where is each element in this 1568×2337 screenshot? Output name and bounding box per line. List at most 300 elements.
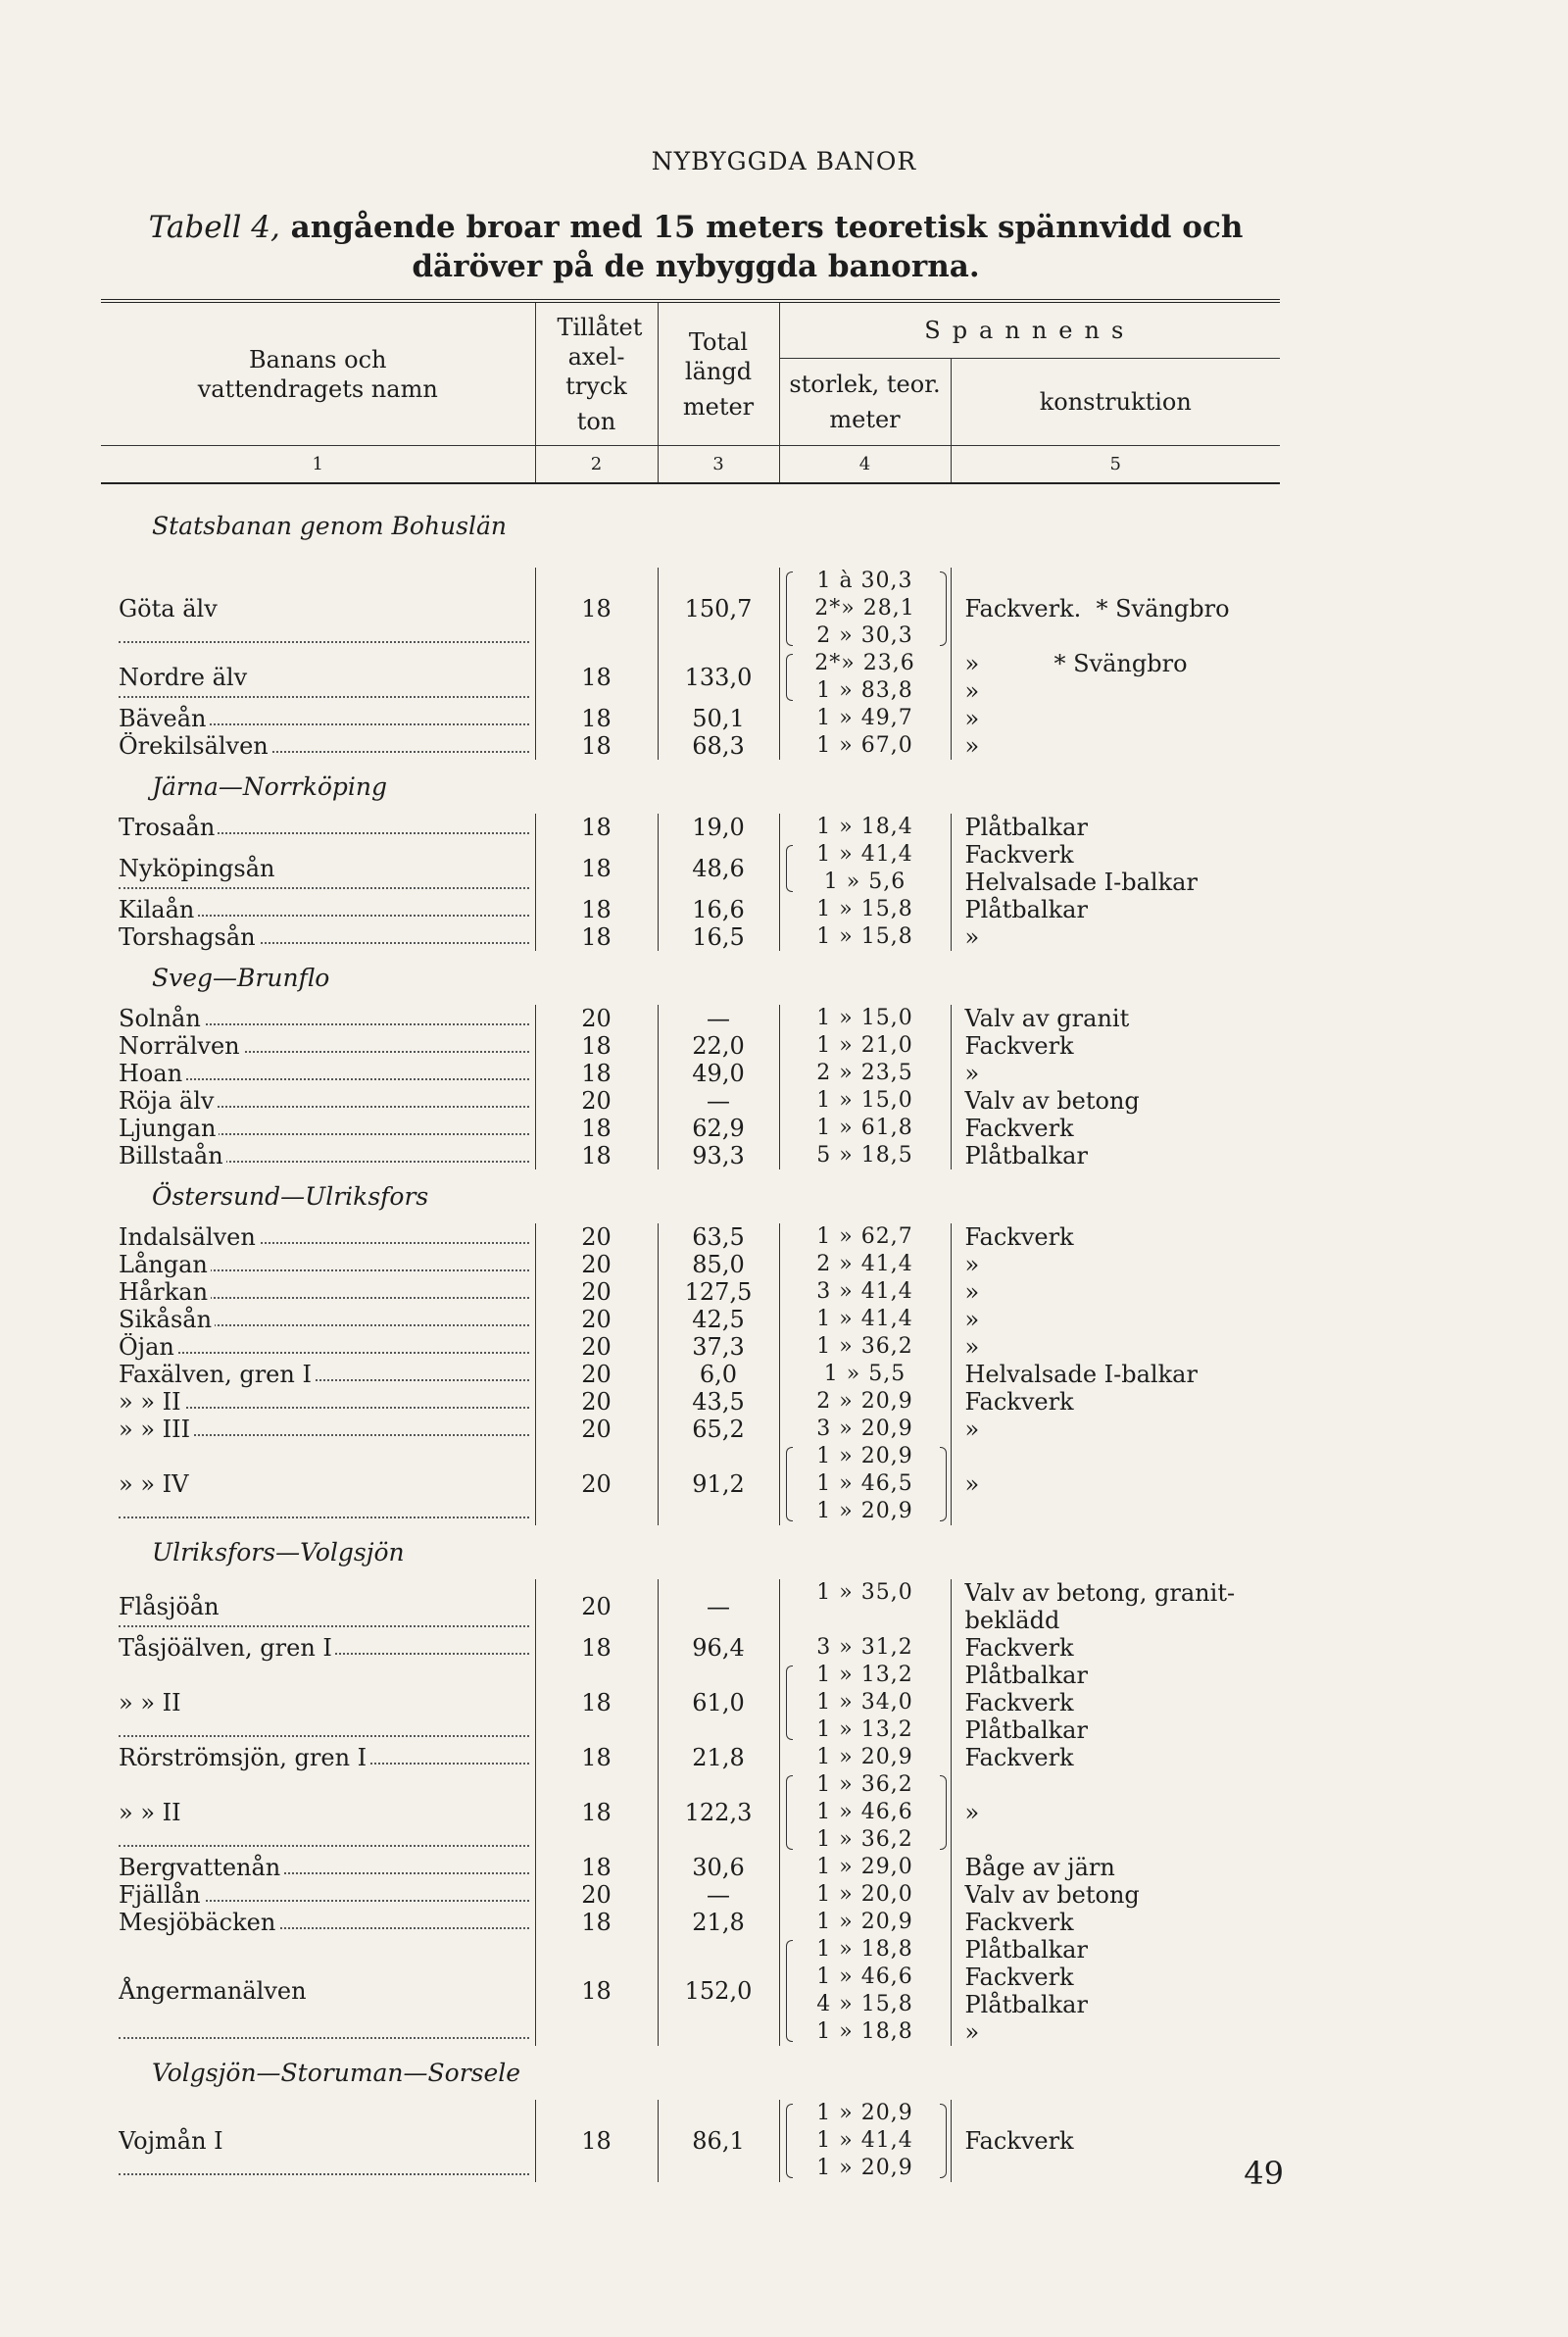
name-leader: [119, 2100, 529, 2182]
span-size-cell: [779, 1278, 951, 1306]
bridge-name-cell: [101, 2100, 535, 2182]
dot-leader: [119, 2037, 529, 2039]
section-title: Sveg—Brunflo: [152, 964, 330, 992]
bridge-name-cell: [101, 1251, 535, 1278]
construction: Valv av betong: [964, 1881, 1140, 1909]
construction: Fackverk: [964, 1744, 1074, 1771]
bridge-name-cell: [101, 1032, 535, 1060]
construction: »: [964, 2018, 980, 2046]
name-leader: [119, 568, 529, 650]
table-row: [101, 1361, 1280, 1388]
dot-leader: [119, 696, 529, 698]
span-size: 1 » 46,6: [816, 1800, 913, 1824]
header-storlek: [779, 359, 951, 446]
construction-cell: [951, 1060, 1280, 1087]
bridge-name: Nyköpingsån: [119, 855, 278, 882]
span-size: 1 » 5,5: [823, 1362, 906, 1386]
bridge-name: Fjällån: [119, 1881, 204, 1909]
span-size: 1 à 30,3: [816, 569, 913, 593]
construction: »: [964, 1060, 980, 1087]
bridge-name: Hårkan: [119, 1278, 211, 1306]
bridge-name-cell: [101, 1361, 535, 1388]
construction: »: [964, 677, 980, 705]
construction-cell: [951, 1771, 1280, 1854]
bridge-name: Solnån: [119, 1005, 204, 1032]
span-size: 1 » 36,2: [816, 1772, 913, 1797]
table-row: [101, 568, 1280, 650]
span-size: 4 » 15,8: [816, 1992, 913, 2016]
construction: »: [964, 1251, 980, 1278]
construction: Valv av granit: [964, 1005, 1130, 1032]
total-length: —: [658, 1087, 779, 1115]
construction-cell: [951, 1087, 1280, 1115]
axle-load: 18: [535, 705, 658, 732]
span-size-cell: [779, 1361, 951, 1388]
span-size: 1 » 83,8: [816, 678, 913, 703]
total-length: 150,7: [658, 568, 779, 650]
name-leader: [119, 841, 529, 896]
construction-cell: [951, 650, 1280, 705]
span-size: 3 » 41,4: [816, 1279, 913, 1304]
header-total-label: Total längd: [684, 327, 753, 385]
bridge-name-cell: [101, 1936, 535, 2046]
axle-load: 20: [535, 1443, 658, 1525]
total-length: 30,6: [658, 1854, 779, 1881]
construction: »: [964, 1306, 980, 1333]
span-size: 1 » 20,0: [816, 1882, 913, 1907]
span-size-cell: [779, 1388, 951, 1416]
span-size: 1 » 36,2: [816, 1827, 913, 1852]
span-size: 2*» 23,6: [814, 651, 915, 675]
span-size: 1 » 36,2: [816, 1334, 913, 1359]
bridge-name-cell: [101, 896, 535, 923]
bridge-name-cell: [101, 1771, 535, 1854]
span-size-cell: [779, 814, 951, 841]
table-head: [101, 301, 1280, 483]
span-size-cell: [779, 650, 951, 705]
span-size: 1 » 13,2: [816, 1717, 913, 1742]
name-leader: [119, 1005, 529, 1032]
total-length: 62,9: [658, 1115, 779, 1142]
span-size-cell: [779, 1142, 951, 1169]
name-leader: [119, 1634, 529, 1662]
axle-load: 18: [535, 1634, 658, 1662]
table-row: [101, 1060, 1280, 1087]
construction: Plåtbalkar: [964, 1662, 1088, 1689]
table-row: [101, 1771, 1280, 1854]
total-length: —: [658, 1881, 779, 1909]
construction-cell: [951, 1005, 1280, 1032]
header-storlek-label: storlek, teor.: [789, 371, 941, 398]
bridge-name: Bergvattenån: [119, 1854, 283, 1881]
bridge-name: Ljungan: [119, 1115, 219, 1142]
construction: Fackverk: [964, 841, 1074, 869]
table-row: [101, 1333, 1280, 1361]
bridge-name: Tåsjöälven, gren I: [119, 1634, 335, 1662]
span-size: 3 » 31,2: [816, 1635, 913, 1660]
name-leader: [119, 1306, 529, 1333]
section-title: Östersund—Ulriksfors: [152, 1182, 429, 1211]
construction-cell: [951, 1115, 1280, 1142]
name-leader: [119, 1854, 529, 1881]
construction-cell: [951, 841, 1280, 896]
axle-load: 18: [535, 1060, 658, 1087]
bridge-name-cell: [101, 732, 535, 760]
construction-cell: [951, 896, 1280, 923]
dot-leader: [119, 2173, 529, 2175]
span-size: 1 » 41,4: [816, 842, 913, 867]
bridge-name-cell: [101, 1909, 535, 1936]
total-length: 127,5: [658, 1278, 779, 1306]
construction: Plåtbalkar: [964, 896, 1088, 923]
bridge-name: Örekilsälven: [119, 732, 271, 760]
construction-cell: [951, 1579, 1280, 1634]
span-size-cell: [779, 705, 951, 732]
construction: »: [964, 732, 980, 760]
axle-load: 20: [535, 1388, 658, 1416]
axle-load: 20: [535, 1881, 658, 1909]
dot-leader: [119, 1625, 529, 1627]
header-spannens: Spannens: [779, 301, 1280, 359]
span-size: 1 » 20,9: [816, 1910, 913, 1934]
bridge-name-cell: [101, 1087, 535, 1115]
construction-cell: [951, 1388, 1280, 1416]
bridge-name-cell: [101, 1115, 535, 1142]
name-leader: [119, 1662, 529, 1744]
construction: Fackverk: [964, 1223, 1074, 1251]
bridge-name: Vojmån I: [119, 2127, 226, 2155]
bridge-name: Göta älv: [119, 595, 220, 622]
span-size: 1 » 49,7: [816, 706, 913, 730]
total-length: 50,1: [658, 705, 779, 732]
name-leader: [119, 1060, 529, 1087]
table-row: [101, 841, 1280, 896]
table-row: [101, 1662, 1280, 1744]
caption-text: angående broar med 15 meters teoretisk spännvidd och däröver på de nybyggda banorna.: [290, 210, 1244, 284]
table-row: [101, 1087, 1280, 1115]
bridge-name: Flåsjöån: [119, 1593, 222, 1620]
total-length: 85,0: [658, 1251, 779, 1278]
dot-leader: [119, 887, 529, 889]
header-name-label: Banans och vattendragets namn: [197, 345, 438, 403]
span-size: 3 » 20,9: [816, 1417, 913, 1441]
table-row: [101, 1388, 1280, 1416]
bridge-name-cell: [101, 923, 535, 951]
construction: Fackverk: [964, 1964, 1074, 1991]
total-length: 21,8: [658, 1744, 779, 1771]
span-size-cell: [779, 1005, 951, 1032]
axle-load: 20: [535, 1361, 658, 1388]
construction-cell: [951, 705, 1280, 732]
axle-load: 20: [535, 1306, 658, 1333]
bridge-name: Sikåsån: [119, 1306, 215, 1333]
total-length: 49,0: [658, 1060, 779, 1087]
span-size: 2 » 41,4: [816, 1252, 913, 1276]
axle-load: 18: [535, 814, 658, 841]
construction-cell: [951, 1032, 1280, 1060]
bridge-name-cell: [101, 1416, 535, 1443]
bridge-name: Röja älv: [119, 1087, 217, 1115]
axle-load: 20: [535, 1251, 658, 1278]
bridge-name: Öjan: [119, 1333, 177, 1361]
table-row: [101, 1443, 1280, 1525]
section-title-row: [101, 2046, 1280, 2100]
span-size-cell: [779, 1634, 951, 1662]
span-size-cell: [779, 1443, 951, 1525]
section-title: Volgsjön—Storuman—Sorsele: [152, 2059, 521, 2087]
span-size: 1 » 35,0: [816, 1580, 913, 1605]
table-row: [101, 1115, 1280, 1142]
bridge-name-cell: [101, 1854, 535, 1881]
name-leader: [119, 1223, 529, 1251]
header-konstruktion: konstruktion: [951, 359, 1280, 446]
construction: Fackverk. * Svängbro: [964, 595, 1230, 622]
table-row: [101, 732, 1280, 760]
construction-cell: [951, 568, 1280, 650]
total-length: 133,0: [658, 650, 779, 705]
total-length: —: [658, 1005, 779, 1032]
construction-cell: [951, 1251, 1280, 1278]
total-length: 86,1: [658, 2100, 779, 2182]
column-number-row: [101, 446, 1280, 484]
axle-load: 20: [535, 1416, 658, 1443]
axle-load: 18: [535, 650, 658, 705]
construction: Plåtbalkar: [964, 1991, 1088, 2018]
column-number: 2: [535, 446, 658, 484]
name-leader: [119, 1278, 529, 1306]
span-size-cell: [779, 1771, 951, 1854]
column-number: 5: [951, 446, 1280, 484]
total-length: 122,3: [658, 1771, 779, 1854]
total-length: 68,3: [658, 732, 779, 760]
table-row: [101, 1579, 1280, 1634]
axle-load: 18: [535, 1032, 658, 1060]
construction: »: [964, 1799, 980, 1826]
construction-cell: [951, 1443, 1280, 1525]
total-length: 6,0: [658, 1361, 779, 1388]
span-size-cell: [779, 1032, 951, 1060]
span-size-cell: [779, 1579, 951, 1634]
dot-leader: [119, 1517, 529, 1518]
name-leader: [119, 1251, 529, 1278]
axle-load: 20: [535, 1087, 658, 1115]
total-length: 19,0: [658, 814, 779, 841]
total-length: 43,5: [658, 1388, 779, 1416]
section-title-row: [101, 760, 1280, 814]
name-leader: [119, 1115, 529, 1142]
span-size: 5 » 18,5: [816, 1143, 913, 1168]
name-leader: [119, 1361, 529, 1388]
construction: »: [964, 923, 980, 951]
bridge-name: Billstaån: [119, 1142, 226, 1169]
total-length: 48,6: [658, 841, 779, 896]
name-leader: [119, 1087, 529, 1115]
name-leader: [119, 1142, 529, 1169]
span-size-cell: [779, 1306, 951, 1333]
table-row: [101, 1854, 1280, 1881]
bridge-name-cell: [101, 705, 535, 732]
span-size: 1 » 20,9: [816, 2156, 913, 2180]
span-size: 1 » 41,4: [816, 1307, 913, 1331]
span-size: 1 » 15,0: [816, 1088, 913, 1113]
total-length: 65,2: [658, 1416, 779, 1443]
table-body: [101, 483, 1280, 2182]
span-size-cell: [779, 841, 951, 896]
header-total-unit: meter: [682, 392, 755, 421]
total-length: 61,0: [658, 1662, 779, 1744]
construction: »: [964, 1470, 980, 1498]
construction-cell: [951, 1306, 1280, 1333]
table-row: [101, 705, 1280, 732]
construction-cell: [951, 923, 1280, 951]
dot-leader: [119, 641, 529, 643]
axle-load: 18: [535, 2100, 658, 2182]
construction-cell: [951, 1662, 1280, 1744]
construction-cell: [951, 1744, 1280, 1771]
construction: Valv av betong, granit-: [964, 1579, 1236, 1607]
header-axel: [535, 301, 658, 446]
span-size-cell: [779, 1936, 951, 2046]
construction: Fackverk: [964, 1634, 1074, 1662]
name-leader: [119, 1416, 529, 1443]
construction: beklädd: [964, 1607, 1060, 1634]
construction: Fackverk: [964, 1032, 1074, 1060]
name-leader: [119, 814, 529, 841]
total-length: 16,5: [658, 923, 779, 951]
axle-load: 18: [535, 1662, 658, 1744]
header-name: [101, 301, 535, 446]
total-length: 152,0: [658, 1936, 779, 2046]
construction: Fackverk: [964, 1388, 1074, 1416]
span-size-cell: [779, 1223, 951, 1251]
dot-leader: [119, 1845, 529, 1847]
construction-cell: [951, 814, 1280, 841]
section-title: Statsbanan genom Bohuslän: [152, 512, 507, 540]
table-row: [101, 1744, 1280, 1771]
construction-cell: [951, 1881, 1280, 1909]
table-row: [101, 1223, 1280, 1251]
span-size: 1 » 61,8: [816, 1116, 913, 1140]
bridge-name-cell: [101, 814, 535, 841]
span-size: 1 » 29,0: [816, 1855, 913, 1879]
construction-cell: [951, 1333, 1280, 1361]
span-size: 1 » 62,7: [816, 1224, 913, 1249]
header-axel-unit: ton: [576, 407, 616, 435]
column-number: 3: [658, 446, 779, 484]
section-title-row: [101, 1525, 1280, 1579]
table-row: [101, 814, 1280, 841]
axle-load: 18: [535, 568, 658, 650]
bridge-name-cell: [101, 1443, 535, 1525]
column-number: 4: [779, 446, 951, 484]
total-length: 21,8: [658, 1909, 779, 1936]
name-leader: [119, 1032, 529, 1060]
page-number: 49: [1244, 2155, 1284, 2192]
header-axel-label: Tillåtet axeltryck: [557, 313, 643, 400]
total-length: —: [658, 1579, 779, 1634]
span-size-cell: [779, 1251, 951, 1278]
bridge-name: » » II: [119, 1388, 184, 1416]
axle-load: 20: [535, 1278, 658, 1306]
span-size: 2*» 28,1: [814, 596, 915, 621]
bridge-name: Norrälven: [119, 1032, 243, 1060]
span-size: 1 » 15,8: [816, 924, 913, 949]
running-header: NYBYGGDA BANOR: [651, 147, 917, 175]
axle-load: 18: [535, 1142, 658, 1169]
bridge-name: » » II: [119, 1799, 184, 1826]
axle-load: 18: [535, 1771, 658, 1854]
construction-cell: [951, 732, 1280, 760]
construction: » * Svängbro: [964, 650, 1188, 677]
construction-cell: [951, 1416, 1280, 1443]
bridge-name-cell: [101, 1333, 535, 1361]
bridge-name-cell: [101, 1005, 535, 1032]
construction: Helvalsade I-balkar: [964, 1361, 1198, 1388]
total-length: 42,5: [658, 1306, 779, 1333]
construction-cell: [951, 2100, 1280, 2182]
axle-load: 18: [535, 896, 658, 923]
construction: »: [964, 705, 980, 732]
construction-cell: [951, 1854, 1280, 1881]
name-leader: [119, 896, 529, 923]
span-size: 2 » 30,3: [816, 623, 913, 648]
axle-load: 20: [535, 1005, 658, 1032]
bridge-name-cell: [101, 1579, 535, 1634]
axle-load: 18: [535, 732, 658, 760]
table-row: [101, 650, 1280, 705]
span-size-cell: [779, 1881, 951, 1909]
table-row: [101, 1032, 1280, 1060]
span-size: 2 » 20,9: [816, 1389, 913, 1414]
bridge-name: Rörströmsjön, gren I: [119, 1744, 369, 1771]
bridge-name: Ångermanälven: [119, 1977, 310, 2005]
total-length: 22,0: [658, 1032, 779, 1060]
name-leader: [119, 1936, 529, 2046]
axle-load: 18: [535, 923, 658, 951]
span-size: 1 » 5,6: [823, 870, 906, 894]
bridge-name: Långan: [119, 1251, 211, 1278]
section-title: Järna—Norrköping: [152, 772, 388, 801]
header-total: [658, 301, 779, 446]
bridge-name: Bäveån: [119, 705, 209, 732]
name-leader: [119, 1881, 529, 1909]
table-row: [101, 2100, 1280, 2182]
axle-load: 20: [535, 1579, 658, 1634]
construction: Båge av järn: [964, 1854, 1115, 1881]
construction-cell: [951, 1936, 1280, 2046]
span-size: 1 » 18,8: [816, 2019, 913, 2044]
section-title: Ulriksfors—Volgsjön: [152, 1538, 405, 1566]
bridge-name-cell: [101, 1388, 535, 1416]
table-row: [101, 1936, 1280, 2046]
caption-label: Tabell 4,: [148, 210, 280, 245]
total-length: 16,6: [658, 896, 779, 923]
axle-load: 18: [535, 1936, 658, 2046]
span-size-cell: [779, 568, 951, 650]
bridge-name-cell: [101, 650, 535, 705]
construction: Fackverk: [964, 1689, 1074, 1716]
bridge-name: Torshagsån: [119, 923, 259, 951]
span-size-cell: [779, 1060, 951, 1087]
construction-cell: [951, 1909, 1280, 1936]
span-size: 1 » 46,5: [816, 1471, 913, 1496]
construction: Fackverk: [964, 1115, 1074, 1142]
name-leader: [119, 923, 529, 951]
bridge-name-cell: [101, 1223, 535, 1251]
span-size: 1 » 20,9: [816, 1499, 913, 1523]
name-leader: [119, 1771, 529, 1854]
name-leader: [119, 1333, 529, 1361]
